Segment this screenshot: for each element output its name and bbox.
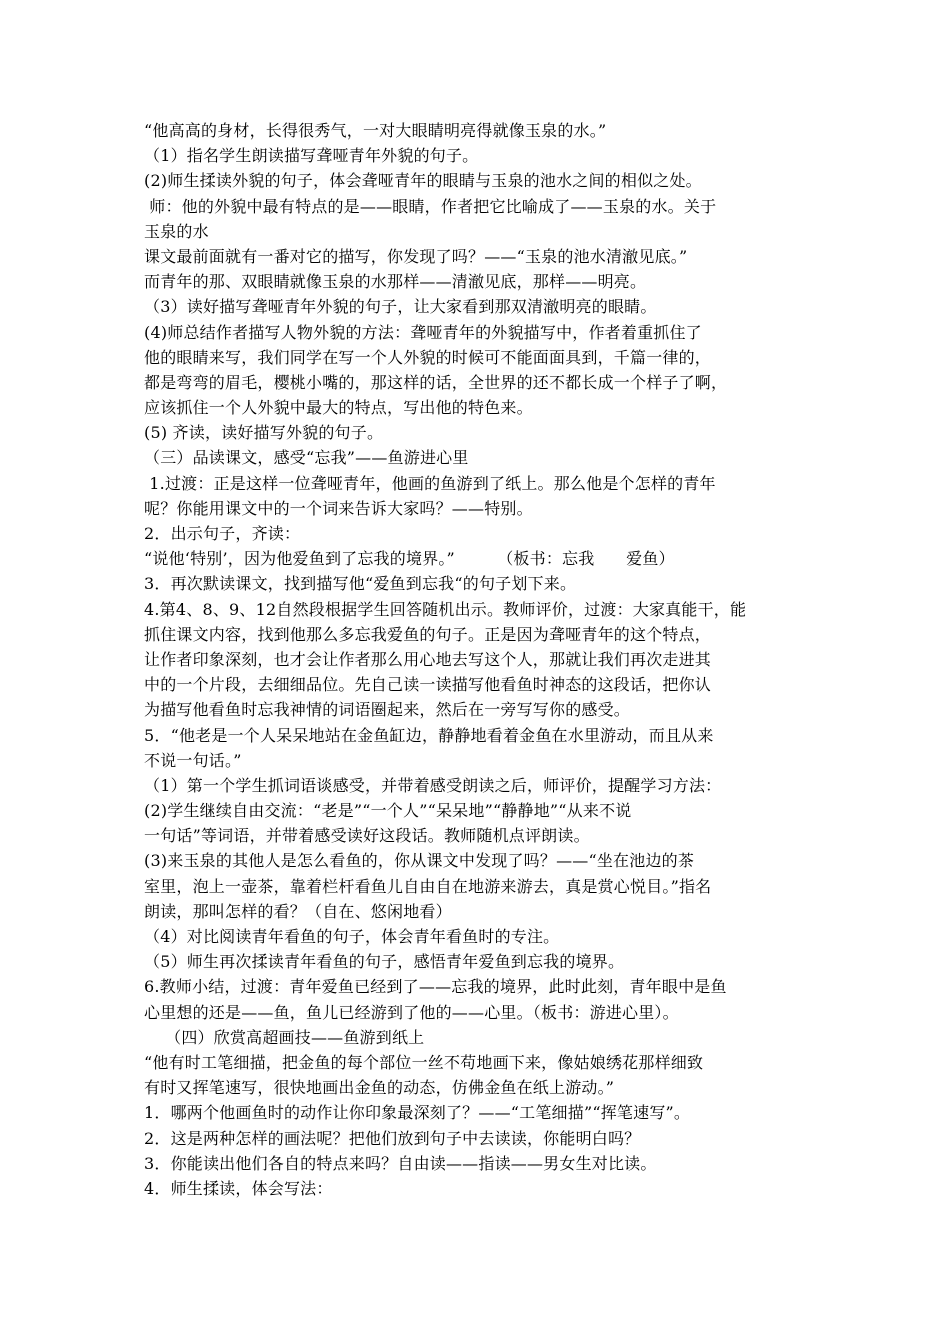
text-line: 让作者印象深刻，也才会让作者那么用心地去写这个人，那就让我们再次走进其 [144,649,712,669]
section-heading: （三）品读课文，感受“忘我”——鱼游进心里 [144,448,469,468]
document-page [144,118,824,1201]
text-line: 心里想的还是——鱼，鱼儿已经游到了他的——心里。（板书：游进心里）。 [144,1002,679,1022]
text-line: “说他‘特别’，因为他爱鱼到了忘我的境界。” （板书：忘我 爱鱼） [144,549,675,569]
text-line: (2)学生继续自由交流：“老是”“一个人”“呆呆地”“静静地”“从来不说 [144,801,632,821]
text-line: 6.教师小结，过渡：青年爱鱼已经到了——忘我的境界，此时此刻，青年眼中是鱼 [144,977,727,997]
text-line: 室里，泡上一壶茶，靠着栏杆看鱼儿自由自在地游来游去，真是赏心悦目。”指名 [144,876,712,896]
text-line: 玉泉的水 [144,221,209,241]
text-line: “他高高的身材，长得很秀气，一对大眼睛明亮得就像玉泉的水。” [144,121,607,140]
text-line: 一句话”等词语，并带着感受读好这段话。教师随机点评朗读。 [144,826,590,846]
text-line: 有时又挥笔速写，很快地画出金鱼的动态，仿佛金鱼在纸上游动。” [144,1078,615,1098]
text-line: （1）指名学生朗读描写聋哑青年外貌的句子。 [144,146,479,166]
text-line: 应该抓住一个人外貌中最大的特点，写出他的特色来。 [144,398,533,418]
text-line: 1．哪两个他画鱼时的动作让你印象最深刻了？——“工笔细描”“挥笔速写”。 [144,1103,691,1123]
text-line: 朗读，那叫怎样的看？（自在、悠闲地看） [144,901,452,921]
text-line: 呢？你能用课文中的一个词来告诉大家吗？——特别。 [144,498,533,518]
text-line: 3．再次默读课文，找到描写他“爱鱼到忘我“的句子划下来。 [144,574,577,594]
text-line: 都是弯弯的眉毛，樱桃小嘴的，那这样的话，全世界的还不都长成一个样子了啊， [144,372,728,392]
section-heading: （四）欣赏高超画技——鱼游到纸上 [144,1027,425,1047]
text-line: (3)来玉泉的其他人是怎么看鱼的，你从课文中发现了吗？——“坐在池边的茶 [144,851,695,871]
text-line: 2．出示句子，齐读： [144,524,301,543]
text-line: 而青年的那、双眼睛就像玉泉的水那样——清澈见底，那样——明亮。 [144,272,647,292]
text-line: “他有时工笔细描，把金鱼的每个部位一丝不苟地画下来，像姑娘绣花那样细致 [144,1052,704,1072]
text-line: 4．师生揉读，体会写法： [144,1178,333,1198]
text-line: 他的眼睛来写，我们同学在写一个人外貌的时候可不能面面具到，千篇一律的， [144,347,712,367]
text-line: (4)师总结作者描写人物外貌的方法：聋哑青年的外貌描写中，作者着重抓住了 [144,322,702,342]
text-line: (5) 齐读，读好描写外貌的句子。 [144,423,384,443]
text-line: （1）第一个学生抓词语谈感受，并带着感受朗读之后，师评价，提醒学习方法： [144,775,722,795]
text-line: 1.过渡：正是这样一位聋哑青年，他画的鱼游到了纸上。那么他是个怎样的青年 [144,473,716,493]
text-line: 中的一个片段，去细细品位。先自己读一读描写他看鱼时神态的这段话，把你认 [144,675,712,695]
text-line: 5．“他老是一个人呆呆地站在金鱼缸边，静静地看着金鱼在水里游动，而且从来 [144,725,714,745]
text-line: 3．你能读出他们各自的特点来吗？自由读——指读——男女生对比读。 [144,1153,657,1173]
text-line: 抓住课文内容，找到他那么多忘我爱鱼的句子。正是因为聋哑青年的这个特点， [144,624,712,644]
text-line: （4）对比阅读青年看鱼的句子，体会青年看鱼时的专注。 [144,927,560,946]
text-line: （5）师生再次揉读青年看鱼的句子，感悟青年爱鱼到忘我的境界。 [144,952,625,972]
text-line: （3）读好描写聋哑青年外貌的句子，让大家看到那双清澈明亮的眼睛。 [144,297,657,317]
text-line: (2)师生揉读外貌的句子，体会聋哑青年的眼睛与玉泉的池水之间的相似之处。 [144,171,702,191]
text-line: 4.第4、8、9、12自然段根据学生回答随机出示。教师评价，过渡：大家真能干，能 [144,599,747,619]
text-line: 师：他的外貌中最有特点的是——眼睛，作者把它比喻成了——玉泉的水。关于 [144,196,717,216]
text-line: 课文最前面就有一番对它的描写，你发现了吗？——“玉泉的池水清澈见底。” [144,246,688,266]
text-line: 不说一句话。” [144,750,242,770]
text-line: 2．这是两种怎样的画法呢？把他们放到句子中去读读，你能明白吗？ [144,1128,641,1148]
text-line: 为描写他看鱼时忘我神情的词语圈起来，然后在一旁写写你的感受。 [144,700,631,720]
